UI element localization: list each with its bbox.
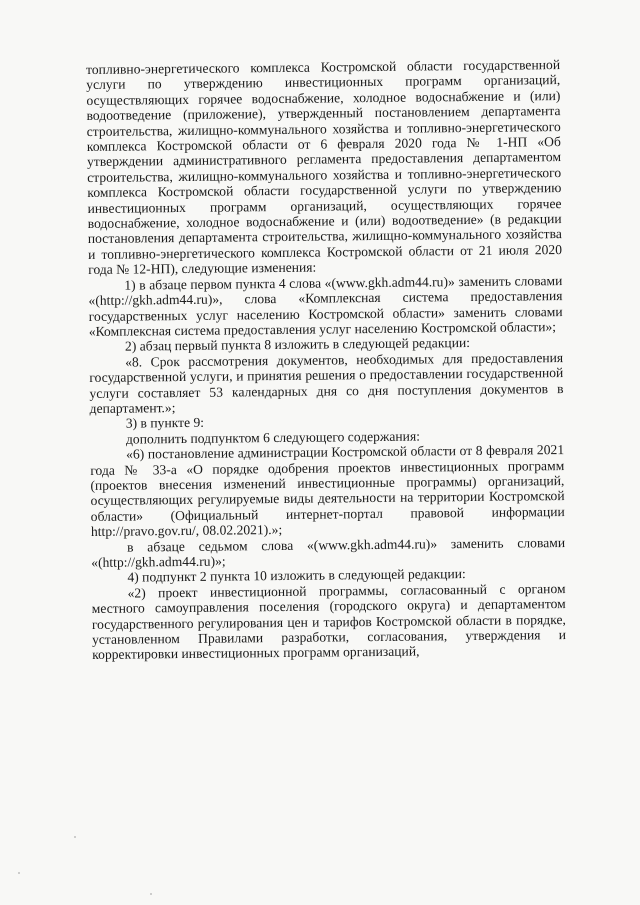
paragraph-intro: топливно-энергетического комплекса Костромской области государственной услуги по утверждению инвестиционных программ организаций, осуществляющих горячее водоснабжение, холодное водоснабжение и (или) водоотведение (приложение), утвержденный постановлением департамента строительства, жилищно-коммунального хозяйства и топливно-энергетического комплекса Костромской области от 6 февраля 2020 года № 1-НП «Об утверждении административного регламента предоставления департаментом строительства, жилищно-коммунального хозяйства и топливно-энергетического комплекса Костромской области государственной услуги по утверждению инвестиционных программ организаций, осуществляющих горячее водоснабжение, холодное водоснабжение и (или) водоотведение» (в редакции постановления департамента строительства, жилищно-коммунального хозяйства и топливно-энергетического комплекса Костромской области от 21 июля 2020 года № 12-НП), следующие изменения: bbox=[86, 57, 563, 278]
scan-speck bbox=[150, 893, 152, 895]
paragraph-item-8-text: «8. Срок рассмотрения документов, необходимых для предоставления государственной услуги, и принятия решения о предоставлении государственной услуги составляет 53 календарных дня со дня поступления документов в департамент.»; bbox=[89, 349, 564, 416]
scan-speck bbox=[18, 872, 20, 874]
paragraph-seventh-abzac: в абзаце седьмом слова «(www.gkh.adm44.ru)» заменить словами «(http://gkh.adm44.ru)»; bbox=[91, 534, 566, 570]
paragraph-item-3: 3) в пункте 9: bbox=[125, 415, 205, 431]
document-body bbox=[86, 57, 566, 663]
paragraph-add-subitem: дополнить подпунктом 6 следующего содержания: bbox=[125, 428, 421, 447]
scan-speck bbox=[74, 836, 76, 838]
paragraph-subitem-6: «6) постановление администрации Костромской области от 8 февраля 2021 года № 33-а «О порядке одобрения проектов инвестиционных программ (проектов внесения изменений инвестиционные программы) организаций, осуществляющих регулируемые виды деятельности на территории Костромской области» (Официальный интернет-портал правовой информации http://pravo.gov.ru/, 08.02.2021).»; bbox=[90, 442, 565, 540]
paragraph-item-2: 2) абзац первый пункта 8 изложить в следующей редакции: bbox=[124, 335, 471, 354]
paragraph-item-1: 1) в абзаце первом пункта 4 слова «(www.gkh.adm44.ru)» заменить словами «(http://gkh.adm44.ru)», слова «Комплексная система предоставления государственных услуг населению Костромской области» заменить словами «Комплексная система предоставления услуг населению Костромской области»; bbox=[88, 272, 563, 339]
paragraph-item-4: 4) подпункт 2 пункта 10 изложить в следующей редакции: bbox=[127, 566, 466, 586]
paragraph-subitem-2: «2) проект инвестиционной программы, согласованный с органом местного самоуправления поселения (городского округа) и департаментом государственного регулирования цен и тарифов Костромской области в порядке, установленном Правилами разработки, согласования, утверждения и корректировки инвестиционных программ организаций, bbox=[91, 580, 567, 663]
